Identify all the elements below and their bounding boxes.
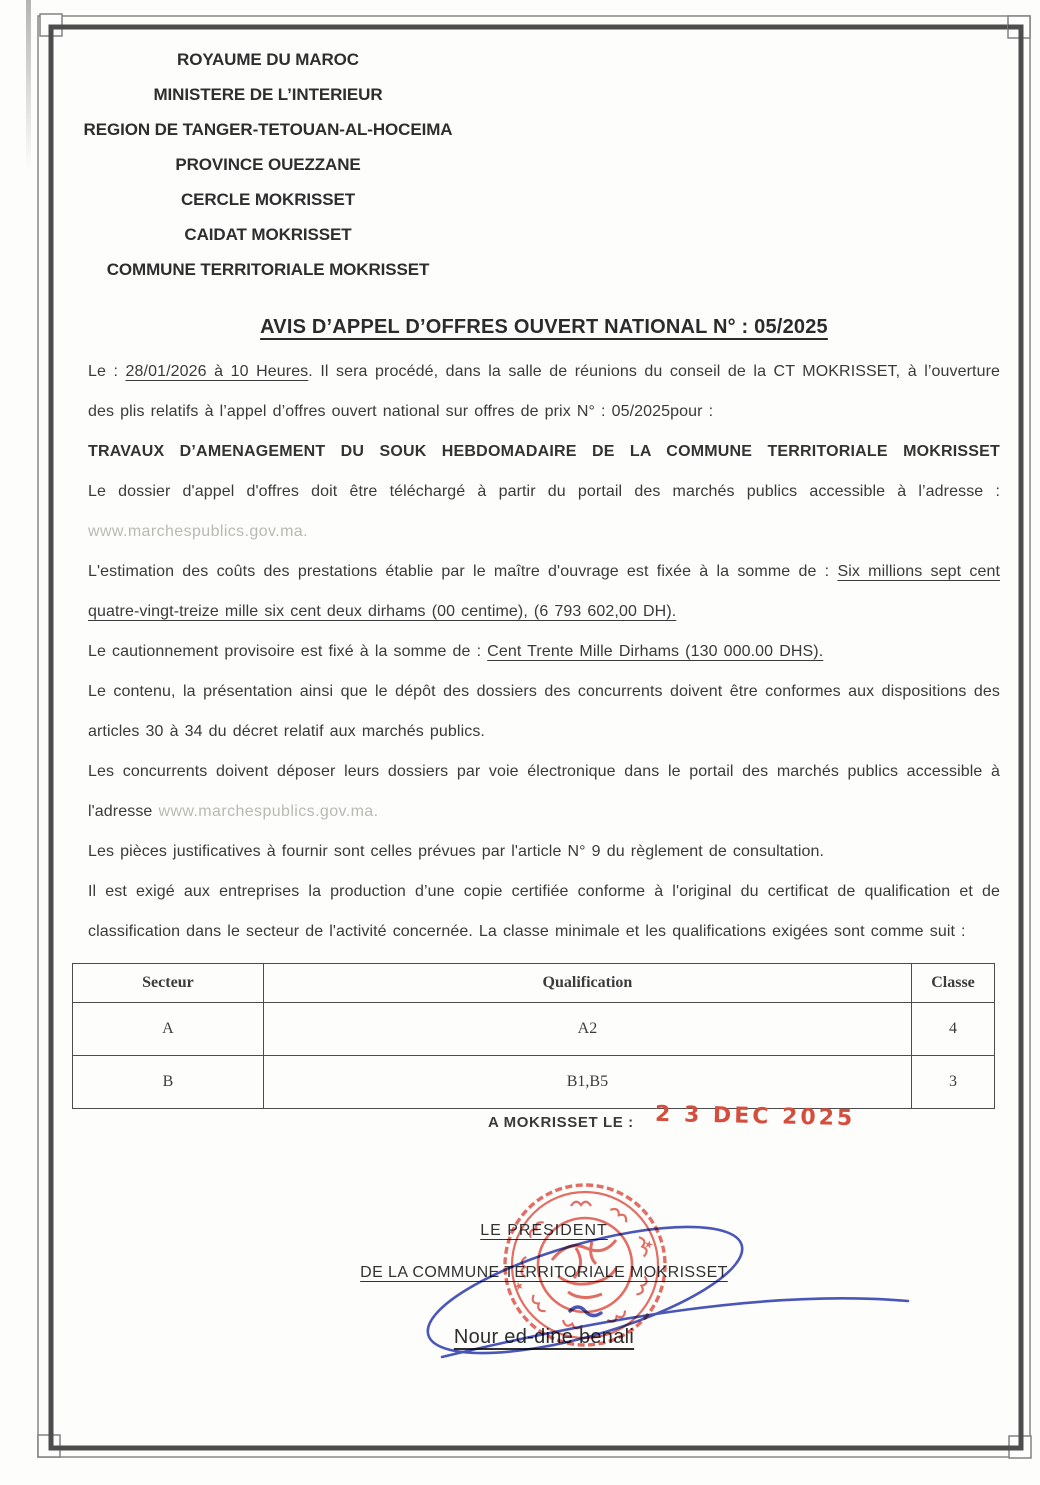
- page-title: AVIS D’APPEL D’OFFRES OUVERT NATIONAL N° : 05/2025: [260, 316, 828, 338]
- opening-date-value: 28/01/2026 à 10 Heures: [125, 363, 309, 380]
- paragraph-conformity: Le contenu, la présentation ainsi que le dépôt des dossiers des concurrents doivent être conformes aux dispositions des articles 30 à 34 du décret relatif aux marchés publics.: [88, 683, 1000, 740]
- paragraph-opening-date: [88, 352, 1000, 432]
- header-line-cercle: CERCLE MOKRISSET: [180, 190, 356, 209]
- header-line-region: REGION DE TANGER-TETOUAN-AL-HOCEIMA: [83, 120, 453, 139]
- table-header-row: [73, 964, 995, 1003]
- table-row: [73, 1056, 995, 1109]
- estimation-amount: Six millions sept cent quatre-vingt-treize mille six cent deux dirhams (00 centime), (6 793 602,00 DH).: [88, 563, 1000, 620]
- header-line-ministry: MINISTERE DE L’INTERIEUR: [153, 85, 383, 104]
- stamp-star-icon: ★: [642, 1237, 656, 1253]
- cell-classe-a: 4: [912, 1003, 995, 1056]
- signatory-name: Nour ed-dine benali: [453, 1326, 635, 1348]
- submission-text: Les concurrents doivent déposer leurs dossiers par voie électronique dans le portail des marchés publics accessible à l'adresse: [88, 763, 1000, 820]
- place-date-label: A MOKRISSET LE :: [488, 1114, 634, 1131]
- opening-date-rest: . Il sera procédé, dans la salle de réunions du conseil de la CT MOKRISSET, à l’ouverture des plis relatifs à l’appel d’offres ouvert national sur offres de prix N° : 05/2025pour :: [88, 363, 1000, 420]
- header-line-commune: COMMUNE TERRITORIALE MOKRISSET: [106, 260, 430, 279]
- header-line-caidat: CAIDAT MOKRISSET: [184, 225, 352, 244]
- date-stamp: 2 3 DEC 2025: [654, 1101, 856, 1132]
- notice-body: [88, 352, 1000, 952]
- portal-url-inline: www.marchespublics.gov.ma.: [158, 803, 379, 820]
- project-object-line: TRAVAUX D’AMENAGEMENT DU SOUK HEBDOMADAIRE DE LA COMMUNE TERRITORIALE MOKRISSET: [88, 443, 1000, 460]
- opening-date-prefix: Le :: [88, 363, 126, 380]
- cell-qualification-b: B1,B5: [263, 1056, 911, 1109]
- president-commune-line: DE LA COMMUNE TERRITORIALE MOKRISSET: [360, 1264, 728, 1281]
- header-line-province: PROVINCE OUEZZANE: [175, 155, 361, 174]
- caution-prefix: Le cautionnement provisoire est fixé à la somme de :: [88, 643, 488, 660]
- estimation-prefix: L'estimation des coûts des prestations établie par le maître d'ouvrage est fixée à la somme de :: [88, 563, 838, 580]
- president-title: LE PRESIDENT: [480, 1222, 608, 1239]
- scanner-edge-artifact: [26, 0, 31, 170]
- cell-qualification-a: A2: [263, 1003, 911, 1056]
- caution-amount: Cent Trente Mille Dirhams (130 000.00 DHS).: [487, 643, 824, 660]
- column-header-classe: Classe: [912, 964, 995, 1003]
- paragraph-caution: [88, 632, 1000, 672]
- handwritten-signature: [400, 1185, 920, 1395]
- column-header-qualification: Qualification: [263, 964, 911, 1003]
- table-row: [73, 1003, 995, 1056]
- paragraph-download: Le dossier d'appel d'offres doit être téléchargé à partir du portail des marchés publics accessible à l’adresse :: [88, 483, 1000, 500]
- paragraph-electronic-submission: [88, 752, 1000, 832]
- document-header: [58, 42, 478, 287]
- paragraph-estimation: [88, 552, 1000, 632]
- header-line-kingdom: ROYAUME DU MAROC: [177, 50, 359, 69]
- cell-classe-b: 3: [912, 1056, 995, 1109]
- qualification-table: [72, 963, 995, 1109]
- paragraph-justificatives: Les pièces justificatives à fournir sont celles prévues par l'article N° 9 du règlement de consultation.: [88, 843, 825, 860]
- cell-secteur-b: B: [73, 1056, 264, 1109]
- paragraph-qualification: Il est exigé aux entreprises la production d’une copie certifiée conforme à l'original du certificat de qualification et de classification dans le secteur de l'activité concernée. La classe minimale et les qualifications exigées sont comme suit :: [88, 883, 1000, 940]
- cell-secteur-a: A: [73, 1003, 264, 1056]
- stamp-star-icon: ★: [512, 1278, 526, 1294]
- portal-url: www.marchespublics.gov.ma.: [88, 523, 308, 540]
- column-header-secteur: Secteur: [73, 964, 264, 1003]
